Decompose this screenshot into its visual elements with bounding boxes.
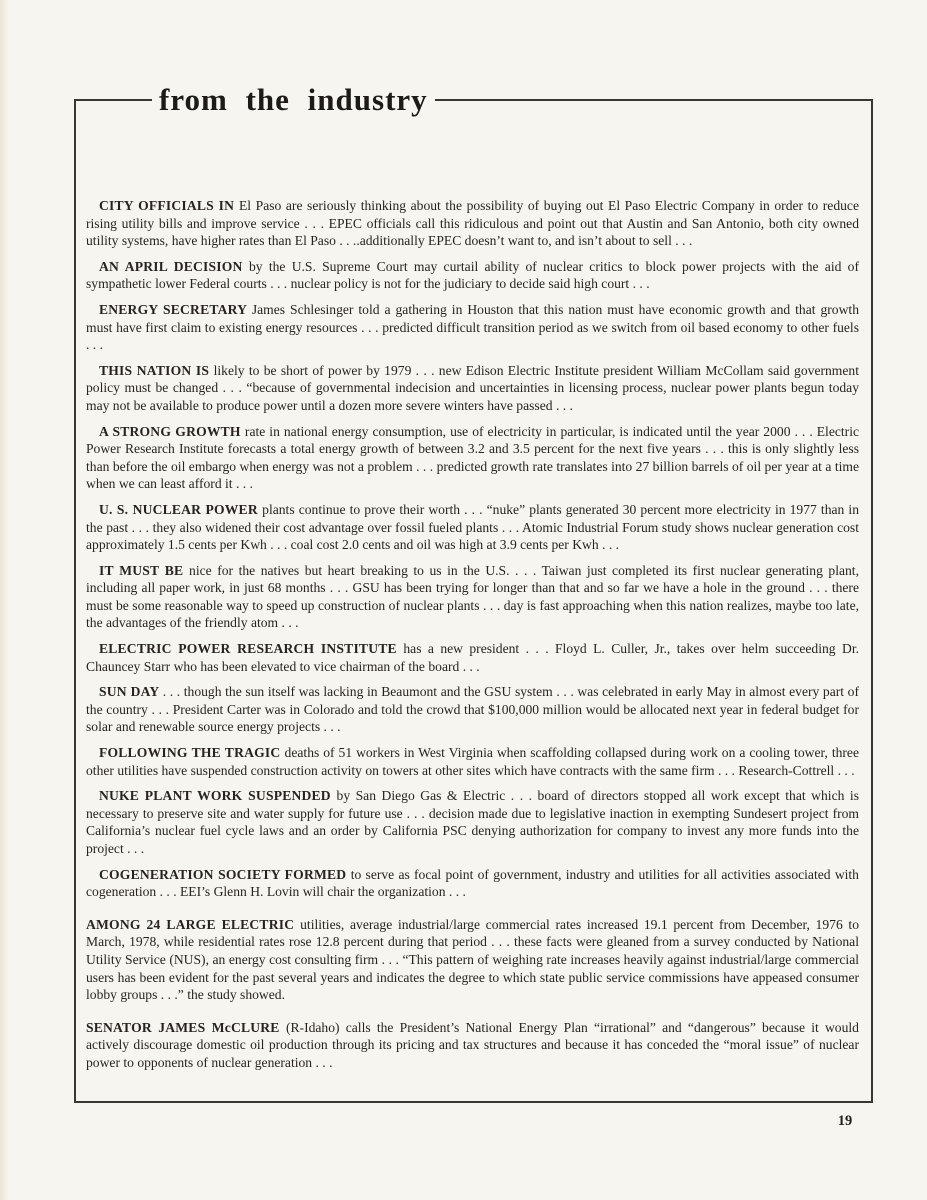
scan-edge-shadow (0, 0, 9, 1200)
news-item (86, 501, 859, 554)
news-item-lead: CITY OFFICIALS IN (99, 198, 239, 213)
news-item-body: James Schlesinger told a gathering in Houston that this nation must have economic growth and that growth must have first claim to existing energy resources . . . predicted difficult transition period as we switch from oil based economy to other fuels . . . (86, 301, 859, 353)
news-item (86, 362, 859, 415)
page-title: from the industry (152, 81, 435, 119)
articles-list (86, 197, 859, 1072)
news-item (86, 1019, 859, 1072)
news-item-body: deaths of 51 workers in West Virginia when scaffolding collapsed during work on a cooling tower, three other utilities have suspended construction activity on towers at other sites which have contracts with the same firm . . . Research-Cottrell . . . (86, 745, 859, 778)
news-item-body: has a new president . . . Floyd L. Culler, Jr., takes over helm succeeding Dr. Chauncey Starr who has been elevated to vice chairman of the board . . . (86, 641, 859, 674)
news-item-body: El Paso are seriously thinking about the possibility of buying out El Paso Electric Company in order to reduce rising utility bills and improve service . . . EPEC officials call this ridiculous and point out that Austin and San Antonio, both city owned utility systems, have higher rates than El Paso . . ..additionally EPEC doesn’t want to, and isn’t about to sell . . . (86, 198, 859, 249)
news-item (86, 258, 859, 293)
news-item-body: likely to be short of power by 1979 . . . new Edison Electric Institute president William McCollam said government policy must be changed . . . “because of governmental indecision and uncertainties in licensing process, nuclear power plants begun today may not be available to produce power until a dozen more severe winters have passed . . . (86, 362, 859, 413)
news-item-body: by San Diego Gas & Electric . . . board of directors stopped all work except that which is necessary to preserve site and water supply for future use . . . decision made due to legislative inaction in exempting Sundesert project from California’s nuclear fuel cycle laws and an order by California PSC denying authorization for company to invest any more funds into the project . . . (86, 788, 859, 856)
news-item (86, 640, 859, 675)
news-item-lead: FOLLOWING THE TRAGIC (99, 745, 285, 761)
news-item-body: (R-Idaho) calls the President’s National Energy Plan “irrational” and “dangerous” because it would actively discourage domestic oil production through its pricing and tax structures and because it has conceded the “moral issue” of nuclear power to opponents of nuclear generation . . . (86, 1019, 859, 1070)
news-item (86, 744, 859, 779)
news-item-lead: SUN DAY (99, 684, 163, 700)
news-item (86, 423, 859, 493)
news-item-lead: A STRONG GROWTH (99, 423, 245, 439)
page-number: 19 (837, 1113, 853, 1129)
news-item-lead: ENERGY SECRETARY (99, 301, 252, 317)
news-item-lead: ELECTRIC POWER RESEARCH INSTITUTE (99, 641, 404, 657)
content-frame (74, 82, 873, 1103)
news-item-body: nice for the natives but heart breaking to us in the U.S. . . . Taiwan just completed its first nuclear generating plant, including all paper work, in just 68 months . . . GSU has been trying for longer than that and so far we have a hole in the ground . . . there must be some reasonable way to speed up construction of nuclear plants . . . day is fast approaching when this nation realizes, maybe too late, the advantages of the friendly atom . . . (86, 562, 859, 631)
news-item (86, 562, 859, 632)
news-item-body: utilities, average industrial/large commercial rates increased 19.1 percent from December, 1976 to March, 1978, while residential rates rose 12.8 percent during that period . . . these facts were gleaned from a survey conducted by National Utility Service (NUS), an energy cost consulting firm . . . “This pattern of weighing rate increases heavily against industrial/large commercial users has been evident for the past several years and indicates the degree to which state public service commissions have appeased consumer lobby groups . . .” the study showed. (86, 916, 860, 1003)
news-item (86, 866, 859, 901)
news-item (86, 683, 859, 736)
news-item-body: by the U.S. Supreme Court may curtail ability of nuclear critics to block power projects with the aid of sympathetic lower Federal courts . . . nuclear policy is not for the judiciary to decide said high court . . . (86, 258, 859, 292)
news-item-lead: AN APRIL DECISION (99, 258, 249, 274)
news-item-lead: SENATOR JAMES McCLURE (86, 1019, 286, 1035)
news-item-lead: NUKE PLANT WORK SUSPENDED (99, 788, 337, 804)
news-item (86, 301, 859, 354)
news-item-lead: IT MUST BE (99, 562, 190, 578)
news-item (86, 787, 859, 857)
news-item-lead: THIS NATION IS (99, 362, 214, 378)
news-item (86, 197, 859, 250)
news-item-body: to serve as focal point of government, industry and utilities for all activities associated with cogeneration . . . EEI’s Glenn H. Lovin will chair the organization . . . (86, 866, 859, 900)
news-item-lead: COGENERATION SOCIETY FORMED (99, 866, 351, 882)
news-item-body: rate in national energy consumption, use of electricity in particular, is indicated until the year 2000 . . . Electric Power Research Institute forecasts a total energy growth of between 3.2 and 3.5 percent for the next five years . . . this is only slightly less than before the oil embargo when energy was not a problem . . . predicted growth rate translates into 27 billion barrels of oil per year at a time when we can least afford it . . . (86, 423, 860, 492)
news-item-lead: U. S. NUCLEAR POWER (99, 501, 263, 517)
news-item (86, 916, 859, 1004)
news-item-body: plants continue to prove their worth . . . “nuke” plants generated 30 percent more electricity in 1977 than in the past . . . they also widened their cost advantage over fossil fueled plants . . . Atomic Industrial Forum study shows nuclear generation cost approximately 1.5 cents per Kwh . . . coal cost 2.0 cents and oil was high at 3.9 cents per Kwh . . . (86, 501, 859, 553)
news-item-body: . . . though the sun itself was lacking in Beaumont and the GSU system . . . was celebrated in early May in almost every part of the country . . . President Carter was in Colorado and told the crowd that $100,000 million would be allocated next year in federal budget for solar and renewable source energy projects . . . (86, 684, 859, 735)
news-item-lead: AMONG 24 LARGE ELECTRIC (86, 916, 301, 932)
